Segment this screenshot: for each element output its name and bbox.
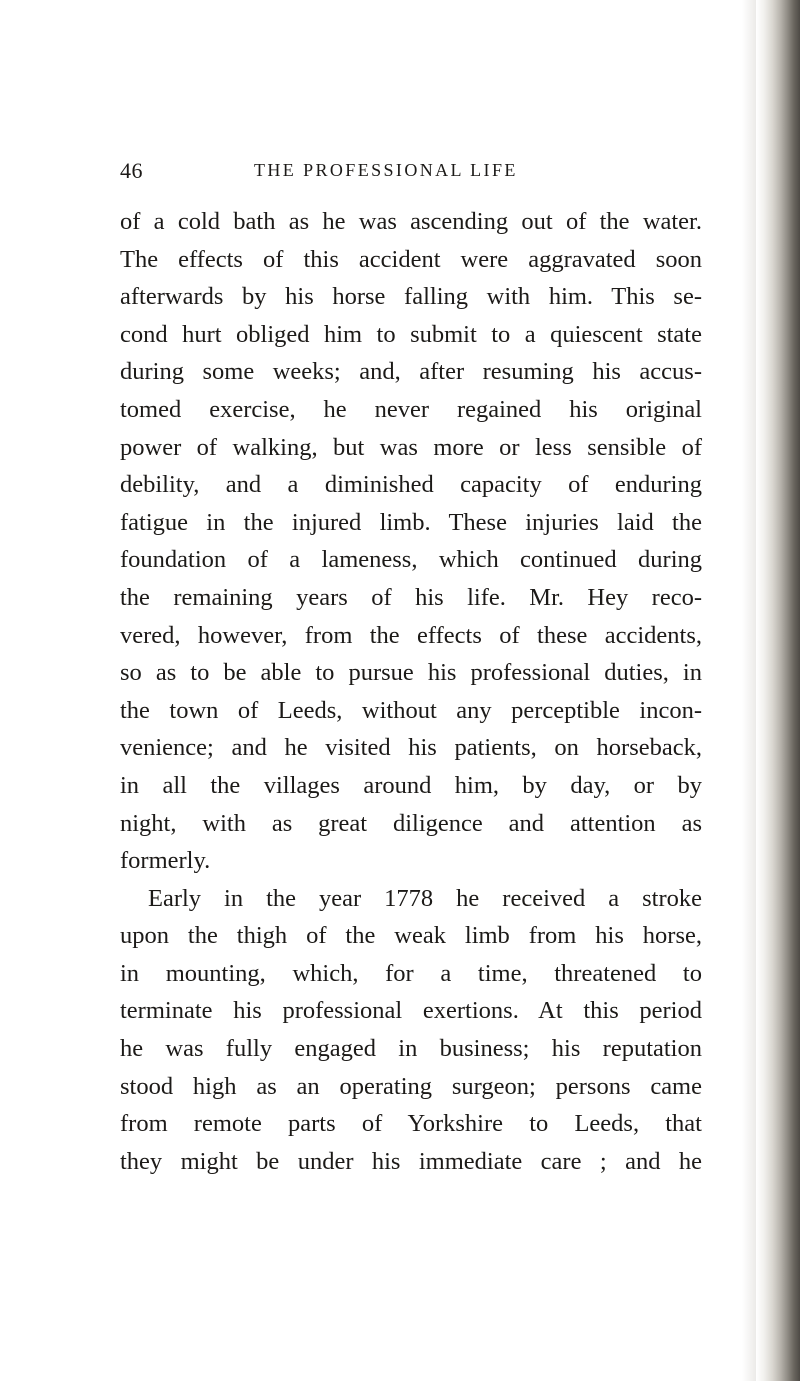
text-line: The effects of this accident were aggravated soon bbox=[120, 245, 702, 273]
text-line: from remote parts of Yorkshire to Leeds, that bbox=[120, 1110, 702, 1138]
text-line: power of walking, but was more or less sensible of bbox=[120, 433, 702, 461]
text-line: upon the thigh of the weak limb from his horse, bbox=[120, 922, 702, 950]
text-line: they might be under his immediate care ; and he bbox=[120, 1147, 702, 1175]
text-line: in mounting, which, for a time, threatened to bbox=[120, 959, 702, 987]
text-line-paragraph-end: formerly. bbox=[120, 847, 211, 875]
text-line: night, with as great diligence and attention as bbox=[120, 809, 702, 837]
text-line: cond hurt obliged him to submit to a quiescent state bbox=[120, 320, 702, 348]
text-line: he was fully engaged in business; his reputation bbox=[120, 1035, 702, 1063]
text-line: during some weeks; and, after resuming his accus- bbox=[120, 358, 702, 386]
text-line: fatigue in the injured limb. These injuries laid the bbox=[120, 508, 702, 536]
text-line: venience; and he visited his patients, on horseback, bbox=[120, 734, 702, 762]
text-line: so as to be able to pursue his professional duties, in bbox=[120, 659, 702, 687]
text-line: tomed exercise, he never regained his original bbox=[120, 395, 702, 423]
text-line: terminate his professional exertions. At this period bbox=[120, 997, 702, 1025]
page-header bbox=[120, 158, 720, 188]
page-gutter-shadow bbox=[742, 0, 756, 1381]
text-line: stood high as an operating surgeon; persons came bbox=[120, 1072, 702, 1100]
text-line-paragraph-start: Early in the year 1778 he received a stroke bbox=[148, 884, 702, 912]
text-line: foundation of a lameness, which continued during bbox=[120, 546, 702, 574]
body-text bbox=[120, 203, 702, 1180]
running-head: THE PROFESSIONAL LIFE bbox=[254, 160, 518, 180]
text-line: afterwards by his horse falling with him. This se- bbox=[120, 283, 702, 311]
text-line: in all the villages around him, by day, or by bbox=[120, 771, 702, 799]
text-line: the town of Leeds, without any perceptible incon- bbox=[120, 696, 702, 724]
text-line: debility, and a diminished capacity of enduring bbox=[120, 471, 702, 499]
text-line: the remaining years of his life. Mr. Hey reco- bbox=[120, 583, 702, 611]
page-gutter-edge bbox=[756, 0, 800, 1381]
text-line: vered, however, from the effects of these accidents, bbox=[120, 621, 702, 649]
page-number: 46 bbox=[120, 158, 143, 183]
text-line: of a cold bath as he was ascending out of the water. bbox=[120, 208, 702, 235]
